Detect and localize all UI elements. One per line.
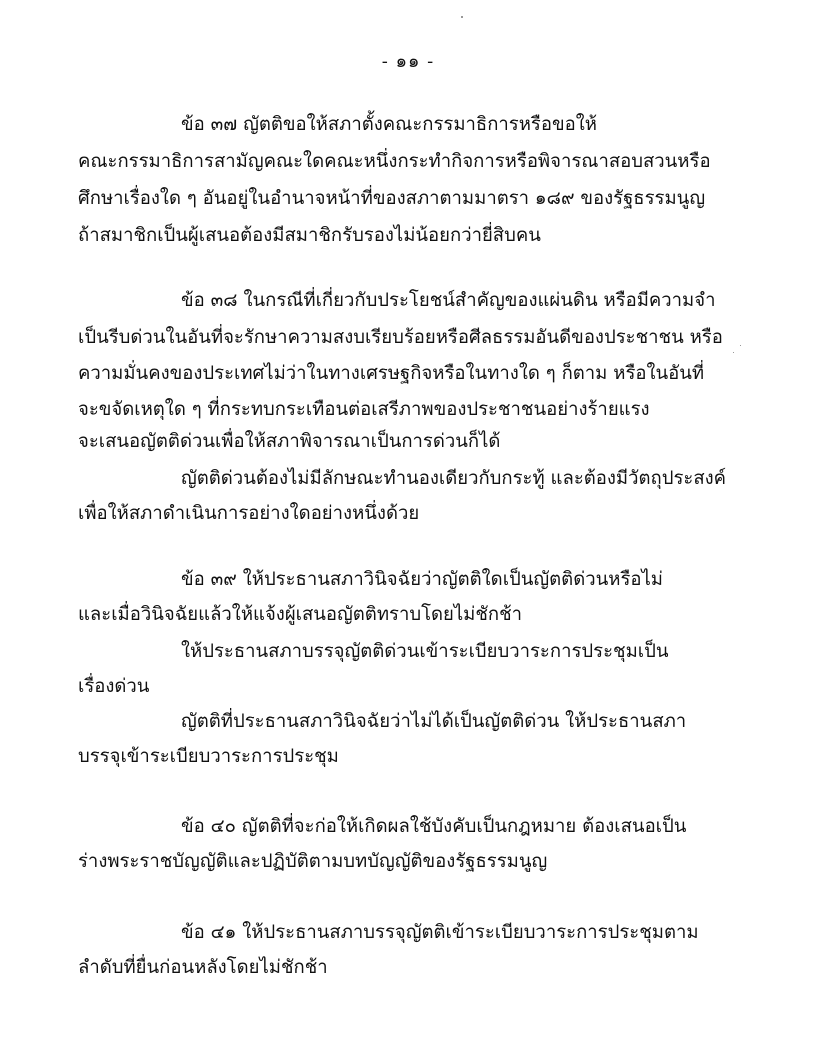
scan-speck xyxy=(733,352,734,353)
scan-speck xyxy=(740,345,741,346)
clause-39-line-4: เรื่องด่วน xyxy=(78,676,150,697)
clause-40-line-1: ข้อ ๔๐ ญัตติที่จะก่อให้เกิดผลใช้บังคับเป็นกฎหมาย ต้องเสนอเป็น xyxy=(181,816,687,837)
clause-39-line-6: บรรจุเข้าระเบียบวาระการประชุม xyxy=(78,746,339,767)
clause-37-line-3: ศึกษาเรื่องใด ๆ อันอยู่ในอำนาจหน้าที่ของสภาตามมาตรา ๑๘๙ ของรัฐธรรมนูญ xyxy=(78,188,706,209)
clause-38-line-5: จะเสนอญัตติด่วนเพื่อให้สภาพิจารณาเป็นการด่วนก็ได้ xyxy=(78,431,501,452)
clause-38-line-1: ข้อ ๓๘ ในกรณีที่เกี่ยวกับประโยชน์สำคัญของแผ่นดิน หรือมีความจำ xyxy=(181,290,716,311)
clause-41-line-2: ลำดับที่ยื่นก่อนหลังโดยไม่ชักช้า xyxy=(78,957,328,978)
clause-38-line-4: จะขจัดเหตุใด ๆ ที่กระทบกระเทือนต่อเสรีภาพของประชาชนอย่างร้ายแรง xyxy=(78,399,650,420)
clause-39-line-3: ให้ประธานสภาบรรจุญัตติด่วนเข้าระเบียบวาระการประชุมเป็น xyxy=(181,641,669,662)
clause-39-line-5: ญัตติที่ประธานสภาวินิจฉัยว่าไม่ได้เป็นญัตติด่วน ให้ประธานสภา xyxy=(181,711,687,732)
clause-37-line-1: ข้อ ๓๗ ญัตติขอให้สภาตั้งคณะกรรมาธิการหรือขอให้ xyxy=(181,114,597,135)
clause-37-line-4: ถ้าสมาชิกเป็นผู้เสนอต้องมีสมาชิกรับรองไม่น้อยกว่ายี่สิบคน xyxy=(78,225,541,246)
scan-speck xyxy=(461,16,463,18)
clause-40-line-2: ร่างพระราชบัญญัติและปฏิบัติตามบทบัญญัติของรัฐธรรมนูญ xyxy=(78,851,548,872)
clause-38-line-7: เพื่อให้สภาดำเนินการอย่างใดอย่างหนึ่งด้วย xyxy=(78,503,420,524)
clause-41-line-1: ข้อ ๔๑ ให้ประธานสภาบรรจุญัตติเข้าระเบียบวาระการประชุมตาม xyxy=(181,922,699,943)
clause-38-line-3: ความมั่นคงของประเทศไม่ว่าในทางเศรษฐกิจหรือในทางใด ๆ ก็ตาม หรือในอันที่ xyxy=(78,363,705,384)
clause-37-line-2: คณะกรรมาธิการสามัญคณะใดคณะหนึ่งกระทำกิจการหรือพิจารณาสอบสวนหรือ xyxy=(78,151,711,172)
page-number: - ๑๑ - xyxy=(381,51,435,72)
clause-38-line-6: ญัตติด่วนต้องไม่มีลักษณะทำนองเดียวกับกระทู้ และต้องมีวัตถุประสงค์ xyxy=(181,468,727,489)
clause-38-line-2: เป็นรีบด่วนในอันที่จะรักษาความสงบเรียบร้อยหรือศีลธรรมอันดีของประชาชน หรือ xyxy=(78,327,723,348)
clause-39-line-1: ข้อ ๓๙ ให้ประธานสภาวินิจฉัยว่าญัตติใดเป็นญัตติด่วนหรือไม่ xyxy=(181,569,663,590)
clause-39-line-2: และเมื่อวินิจฉัยแล้วให้แจ้งผู้เสนอญัตติทราบโดยไม่ชักช้า xyxy=(78,604,523,625)
